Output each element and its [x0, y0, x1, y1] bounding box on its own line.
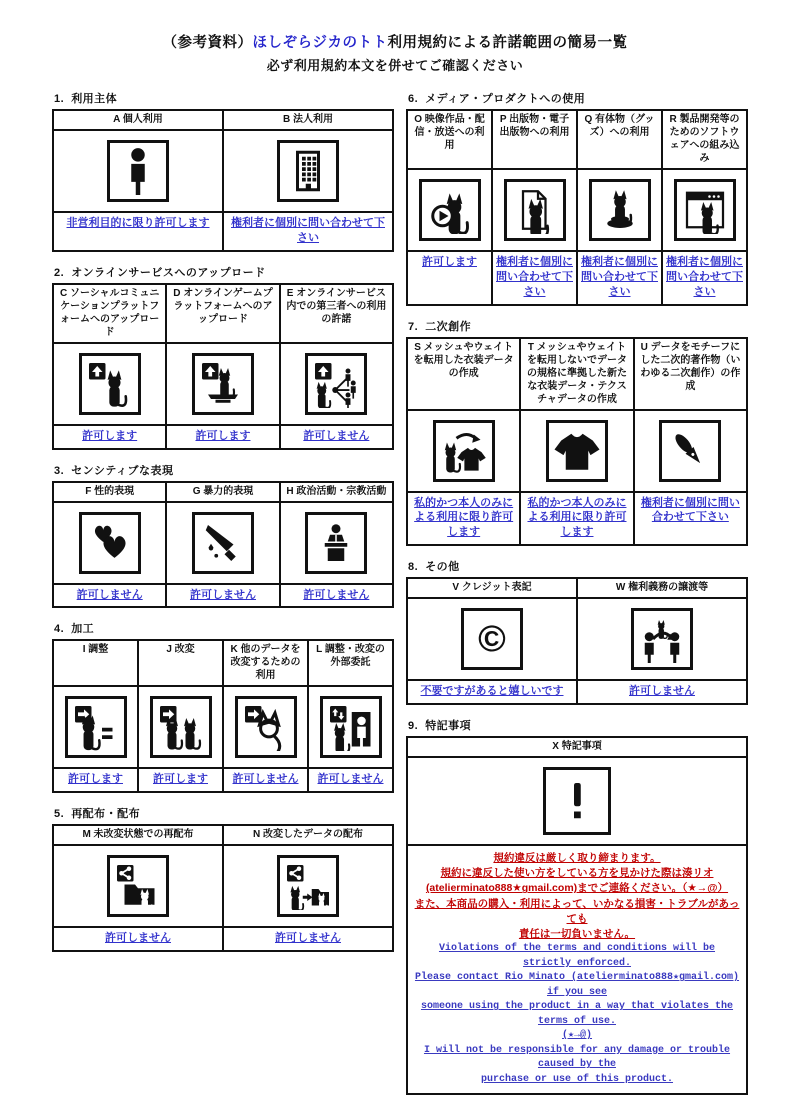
- permission-text: 私的かつ本人のみによる利用に限り許可します: [527, 496, 627, 539]
- upload-share-users-icon: [305, 353, 367, 415]
- right-column: [406, 90, 748, 1107]
- warning-line-en: Please contact Rio Minato (atelierminato888★gmail.com) if you see: [414, 972, 740, 998]
- section-table: [406, 577, 748, 705]
- section-heading: [54, 264, 394, 280]
- icon-cell: [492, 169, 577, 251]
- category-label: P 出版物・電子出版物への利用: [499, 114, 570, 139]
- title-brand-name: ほしぞらジカのトト: [252, 35, 388, 51]
- permission-label: [634, 492, 747, 546]
- share-folder-cat-icon: [107, 855, 169, 917]
- modify-two-cats-icon: [150, 696, 212, 758]
- icon-cell: [407, 169, 492, 251]
- adjust-cat-equal-icon: [65, 696, 127, 758]
- section-heading: [408, 558, 748, 574]
- permission-label: [280, 584, 393, 608]
- icon-cell: [577, 169, 662, 251]
- category-header: [223, 825, 393, 845]
- permission-label: [577, 251, 662, 305]
- category-header: [407, 110, 492, 169]
- section-table: [406, 109, 748, 306]
- category-header: [407, 737, 747, 757]
- category-header: [662, 110, 747, 169]
- category-header: [223, 110, 393, 130]
- category-label: N 改変したデータの配布: [253, 829, 363, 841]
- permission-text: 許可しません: [303, 429, 370, 442]
- permission-text: 権利者に個別に問い合わせて下さい: [666, 256, 743, 298]
- section-number: 8.: [408, 561, 419, 574]
- video-play-cat-icon: [419, 179, 481, 241]
- permission-label: [492, 251, 577, 305]
- page-header: [0, 0, 790, 74]
- section-number: 1.: [54, 93, 65, 106]
- share-cat-to-folder-icon: [277, 855, 339, 917]
- warning-line-en: I will not be responsible for any damage or trouble caused by the: [423, 1044, 731, 1071]
- section-heading: [408, 90, 748, 106]
- category-header: [280, 482, 393, 502]
- transfer-people-cat-icon: [631, 608, 693, 670]
- warning-line-en: (★→@): [561, 1030, 593, 1042]
- section-table: [52, 109, 394, 252]
- icon-cell: [407, 757, 747, 845]
- category-header: [280, 284, 393, 343]
- permission-label: [138, 768, 223, 792]
- section-number: 7.: [408, 320, 419, 333]
- permission-text: 許可しません: [189, 588, 256, 601]
- permission-label: [53, 212, 223, 251]
- podium-speaker-icon: [305, 512, 367, 574]
- section-6: [406, 90, 748, 306]
- permission-text: 許可しません: [317, 773, 384, 786]
- category-label: H 政治活動・宗教活動: [286, 485, 387, 497]
- section-2: [52, 264, 394, 450]
- permission-label: [662, 251, 747, 305]
- icon-cell: [166, 502, 279, 584]
- permission-label: [53, 768, 138, 792]
- section-heading: [408, 717, 748, 733]
- category-header: [407, 578, 577, 598]
- permission-label: [407, 251, 492, 305]
- section-title: 特記事項: [425, 720, 472, 733]
- fountain-pen-icon: [659, 420, 721, 482]
- category-label: K 他のデータを改変するための利用: [230, 644, 301, 682]
- category-label: M 未改変状態での再配布: [82, 829, 194, 841]
- warning-line-ja: 規約に違反した使い方をしている方を見かけた際は湊リオ: [440, 867, 714, 880]
- section-heading: [54, 90, 394, 106]
- permission-text: 許可します: [195, 429, 251, 442]
- permission-text: 許可しません: [275, 932, 341, 945]
- page-title: [0, 34, 790, 54]
- section-heading: [54, 805, 394, 821]
- section-table: [406, 337, 748, 547]
- warning-line-ja: 規約違反は厳しく取り締まります。: [493, 852, 661, 865]
- category-header: [53, 110, 223, 130]
- category-label: E オンラインサービス内での第三者への利用の許諾: [286, 287, 387, 325]
- section-title: 二次創作: [425, 320, 472, 333]
- permission-text: 権利者に個別に問い合わせて下さい: [496, 256, 573, 298]
- icon-cell: [280, 343, 393, 425]
- cat-to-costume-icon: [433, 420, 495, 482]
- hearts-icon: [79, 512, 141, 574]
- category-label: W 権利義務の譲渡等: [615, 582, 709, 594]
- warning-line-ja: 責任は一切負いません。: [518, 928, 636, 941]
- permission-label: [166, 425, 279, 449]
- permission-label: [223, 212, 393, 251]
- section-number: 6.: [408, 93, 419, 106]
- section-number: 4.: [54, 623, 65, 636]
- icon-cell: [223, 686, 308, 768]
- permission-text: 権利者に個別に問い合わせて下さい: [231, 217, 385, 244]
- category-header: [634, 338, 747, 410]
- category-label: D オンラインゲームプラットフォームへのアップロード: [173, 287, 273, 325]
- category-label: X 特記事項: [552, 741, 602, 753]
- exclamation-icon: [543, 767, 611, 835]
- category-header: [53, 825, 223, 845]
- section-title: オンラインサービスへのアップロード: [71, 266, 266, 279]
- permission-text: 許可しません: [105, 932, 171, 945]
- icon-cell: [634, 410, 747, 492]
- section-heading: [54, 620, 394, 636]
- section-heading: [408, 318, 748, 334]
- category-label: V クレジット表記: [452, 582, 532, 594]
- section-7: [406, 318, 748, 547]
- section-title: 加工: [71, 623, 95, 636]
- section-title: 利用主体: [71, 93, 118, 106]
- section-number: 5.: [54, 808, 65, 821]
- section-table: [52, 481, 394, 609]
- page-subtitle: 必ず利用規約本文を併せてご確認ください: [266, 57, 524, 73]
- icon-cell: [138, 686, 223, 768]
- upload-social-cat-icon: [79, 353, 141, 415]
- section-title: メディア・プロダクトへの使用: [425, 93, 586, 106]
- section-title: センシティブな表現: [71, 464, 174, 477]
- icon-cell: [308, 686, 393, 768]
- category-label: T メッシュやウェイトを転用しないでデータの規格に準拠した新たな衣装データ・テクスチャデータの作成: [526, 341, 627, 405]
- permission-text: 許可します: [68, 773, 123, 786]
- category-header: [166, 482, 279, 502]
- publication-cat-icon: [504, 179, 566, 241]
- section-heading: [54, 462, 394, 478]
- icon-cell: [53, 130, 223, 212]
- warning-line-en: purchase or use of this product.: [480, 1073, 674, 1085]
- category-label: I 調整: [82, 644, 109, 656]
- section-5: [52, 805, 394, 952]
- category-header: [53, 640, 138, 686]
- permission-text: 許可しません: [232, 773, 299, 786]
- warning-line-en: Violations of the terms and conditions will be strictly enforced.: [438, 943, 716, 969]
- left-column: [52, 90, 394, 964]
- category-label: O 映像作品・配信・放送への利用: [414, 114, 485, 152]
- permission-label: [577, 680, 747, 704]
- icon-cell: [223, 130, 393, 212]
- title-suffix: 利用規約による許諾範囲の簡易一覧: [387, 35, 628, 51]
- permission-label: [53, 927, 223, 951]
- section-9: [406, 717, 748, 1095]
- category-label: B 法人利用: [283, 114, 333, 126]
- permission-text: 許可しません: [629, 685, 695, 698]
- permission-text: 私的かつ本人のみによる利用に限り許可します: [414, 496, 514, 539]
- copyright-icon: [461, 608, 523, 670]
- permission-label: [223, 927, 393, 951]
- category-header: [577, 578, 747, 598]
- permission-label: [280, 425, 393, 449]
- icon-cell: [577, 598, 747, 680]
- permission-label: [53, 425, 166, 449]
- category-label: R 製品開発等のためのソフトウェアへの組み込み: [669, 114, 740, 165]
- category-header: [223, 640, 308, 686]
- svg-text:©: ©: [478, 617, 506, 660]
- permission-text: 許可しません: [303, 588, 370, 601]
- permission-label: [407, 492, 520, 546]
- permission-text: 許可します: [153, 773, 208, 786]
- section-table: [52, 283, 394, 450]
- permission-label: [223, 768, 308, 792]
- content-columns: [0, 74, 790, 1107]
- permission-text: 権利者に個別に問い合わせて下さい: [581, 256, 658, 298]
- icon-cell: [223, 845, 393, 927]
- category-header: [520, 338, 633, 410]
- category-header: [53, 284, 166, 343]
- icon-cell: [407, 410, 520, 492]
- icon-cell: [280, 502, 393, 584]
- knife-icon: [192, 512, 254, 574]
- permission-text: 非営利目的に限り許可します: [66, 217, 210, 230]
- section-title: その他: [425, 561, 460, 574]
- category-label: Q 有体物（グッズ）への利用: [584, 114, 655, 139]
- icon-cell: [407, 598, 577, 680]
- category-header: [492, 110, 577, 169]
- icon-cell: [662, 169, 747, 251]
- permission-label: [166, 584, 279, 608]
- other-data-cat-outline-icon: [235, 696, 297, 758]
- person-icon: [107, 140, 169, 202]
- section-3: [52, 462, 394, 609]
- section-table: [52, 639, 394, 793]
- section-number: 3.: [54, 464, 65, 477]
- permission-text: 許可しません: [76, 588, 143, 601]
- category-label: C ソーシャルコミュニケーションプラットフォームへのアップロード: [59, 287, 160, 338]
- permission-text: 許可します: [82, 429, 138, 442]
- icon-cell: [520, 410, 633, 492]
- section-title: 再配布・配布: [71, 808, 141, 821]
- figurine-cat-icon: [589, 179, 651, 241]
- permission-text: 権利者に個別に問い合わせて下さい: [640, 496, 740, 524]
- category-label: F 性的表現: [85, 485, 135, 497]
- permission-text: 許可します: [422, 256, 477, 269]
- title-prefix: （参考資料）: [162, 35, 253, 51]
- section-table: [52, 824, 394, 952]
- category-header: [308, 640, 393, 686]
- warning-line-ja: (atelierminato888★gmail.com)までご連絡ください。（★→@）: [425, 882, 729, 895]
- category-label: U データをモチーフにした二次的著作物（いわゆる二次創作）の作成: [640, 341, 741, 392]
- icon-cell: [53, 845, 223, 927]
- software-window-cat-icon: [674, 179, 736, 241]
- permission-label: [308, 768, 393, 792]
- upload-game-cat-icon: [192, 353, 254, 415]
- section-number: 2.: [54, 266, 65, 279]
- warning-line-en: someone using the product in a way that violates the terms of use.: [420, 1001, 734, 1027]
- warning-notice: [407, 845, 747, 1094]
- category-header: [407, 338, 520, 410]
- permission-label: [53, 584, 166, 608]
- category-label: G 暴力的表現: [192, 485, 254, 497]
- section-table: [406, 736, 748, 1095]
- category-header: [577, 110, 662, 169]
- permission-label: [407, 680, 577, 704]
- category-label: A 個人利用: [113, 114, 163, 126]
- icon-cell: [53, 686, 138, 768]
- permission-text: 不要ですがあると嬉しいです: [420, 685, 564, 698]
- section-1: [52, 90, 394, 252]
- category-label: S メッシュやウェイトを転用した衣装データの作成: [413, 341, 514, 379]
- section-number: 9.: [408, 720, 419, 733]
- icon-cell: [53, 502, 166, 584]
- category-header: [138, 640, 223, 686]
- permission-label: [520, 492, 633, 546]
- section-8: [406, 558, 748, 705]
- category-header: [53, 482, 166, 502]
- category-label: J 改変: [166, 644, 195, 656]
- category-label: L 調整・改変の外部委託: [316, 644, 385, 669]
- outsource-person-cat-icon: [320, 696, 382, 758]
- warning-line-ja: また、本商品の購入・利用によって、いかなる損害・トラブルがあっても: [414, 897, 740, 925]
- costume-icon: [546, 420, 608, 482]
- icon-cell: [166, 343, 279, 425]
- section-4: [52, 620, 394, 793]
- building-icon: [277, 140, 339, 202]
- icon-cell: [53, 343, 166, 425]
- category-header: [166, 284, 279, 343]
